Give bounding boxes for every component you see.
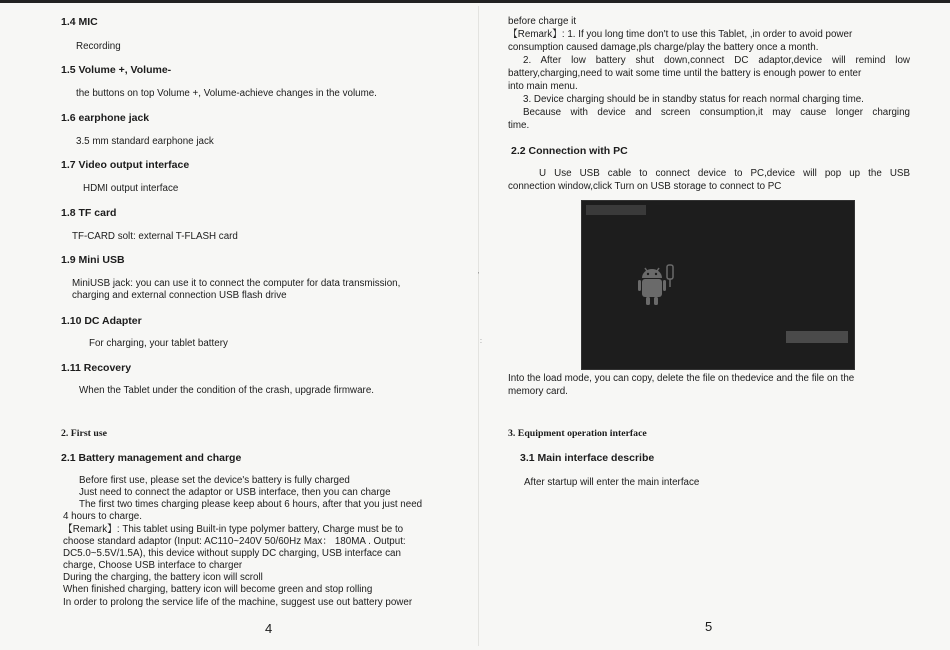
section-equipment: 3. Equipment operation interface [508, 428, 647, 439]
text-recovery: When the Tablet under the condition of the crash, upgrade firmware. [79, 385, 374, 396]
heading-earphone: 1.6 earphone jack [61, 112, 150, 124]
section-first-use: 2. First use [61, 428, 107, 439]
heading-main-interface: 3.1 Main interface describe [520, 452, 655, 464]
charge-line-7: 3. Device charging should be in standby status for reach normal charging time. [523, 94, 864, 105]
charge-line-9: time. [508, 120, 530, 131]
text-mic: Recording [76, 41, 121, 52]
turn-on-usb-storage-button [786, 331, 848, 343]
android-usb-icon [638, 261, 678, 311]
charge-line-1: before charge it [508, 16, 577, 27]
load-mode-line-2: memory card. [508, 386, 568, 397]
battery-line-8: charge, Choose USB interface to charger [63, 560, 243, 571]
heading-battery: 2.1 Battery management and charge [61, 452, 242, 464]
text-volume: the buttons on top Volume +, Volume-achieve changes in the volume. [76, 88, 377, 99]
heading-volume: 1.5 Volume +, Volume- [61, 64, 172, 76]
text-earphone: 3.5 mm standard earphone jack [76, 136, 214, 147]
heading-mic: 1.4 MIC [61, 16, 98, 28]
charge-line-4: 2. After low battery shut down,connect DC adaptor,device will remind low [523, 55, 910, 66]
battery-line-5: 【Remark】: This tablet using Built-in type polymer battery, Charge must be to [63, 524, 404, 535]
charge-line-3: consumption caused damage,pls charge/play the battery once a month. [508, 42, 819, 53]
charge-line-2: 【Remark】: 1. If you long time don't to use this Tablet, ,in order to avoid power [508, 29, 853, 40]
battery-line-6: choose standard adaptor (Input: AC110~240V 50/60Hz Max： 180MA . Output: [63, 536, 406, 547]
screenshot-titlebar [586, 205, 646, 215]
text-tf: TF-CARD solt: external T-FLASH card [72, 231, 238, 242]
text-miniusb-2: charging and external connection USB flash drive [72, 290, 287, 301]
battery-line-4: 4 hours to charge. [63, 511, 142, 522]
battery-line-1: Before first use, please set the device's battery is fully charged [79, 475, 350, 486]
battery-line-11: In order to prolong the service life of the machine, suggest use out battery power [63, 597, 413, 608]
scan-speck: ' [478, 272, 480, 279]
heading-connection-pc: 2.2 Connection with PC [511, 145, 628, 157]
page-number-left: 4 [265, 621, 273, 636]
page-number-right: 5 [705, 619, 713, 634]
heading-tf: 1.8 TF card [61, 207, 117, 219]
heading-recovery: 1.11 Recovery [61, 362, 132, 374]
battery-line-3: The first two times charging please keep about 6 hours, after that you just need [79, 499, 423, 510]
scan-speck: : [480, 338, 482, 345]
text-main-interface: After startup will enter the main interface [524, 477, 700, 488]
text-miniusb-1: MiniUSB jack: you can use it to connect the computer for data transmission, [72, 278, 401, 289]
text-dc: For charging, your tablet battery [89, 338, 228, 349]
battery-line-10: When finished charging, battery icon will become green and stop rolling [63, 584, 373, 595]
charge-line-8: Because with device and screen consumption,it may cause longer charging [523, 107, 910, 118]
charge-line-5: battery,charging,need to wait some time until the battery is enough power to enter [508, 68, 862, 79]
battery-line-7: DC5.0~5.5V/1.5A), this device without supply DC charging, USB interface can [63, 548, 401, 559]
heading-video: 1.7 Video output interface [61, 159, 190, 171]
battery-line-9: During the charging, the battery icon will scroll [63, 572, 263, 583]
pc-line-2: connection window,click Turn on USB storage to connect to PC [508, 181, 782, 192]
battery-line-2: Just need to connect the adaptor or USB interface, then you can charge [79, 487, 391, 498]
heading-dc: 1.10 DC Adapter [61, 315, 142, 327]
load-mode-line-1: Into the load mode, you can copy, delete the file on thedevice and the file on the [508, 373, 855, 384]
text-video: HDMI output interface [83, 183, 179, 194]
pc-line-1: U Use USB cable to connect device to PC,device will pop up the USB [539, 168, 910, 179]
heading-miniusb: 1.9 Mini USB [61, 254, 125, 266]
usb-connection-screenshot [581, 200, 855, 370]
charge-line-6: into main menu. [508, 81, 578, 92]
